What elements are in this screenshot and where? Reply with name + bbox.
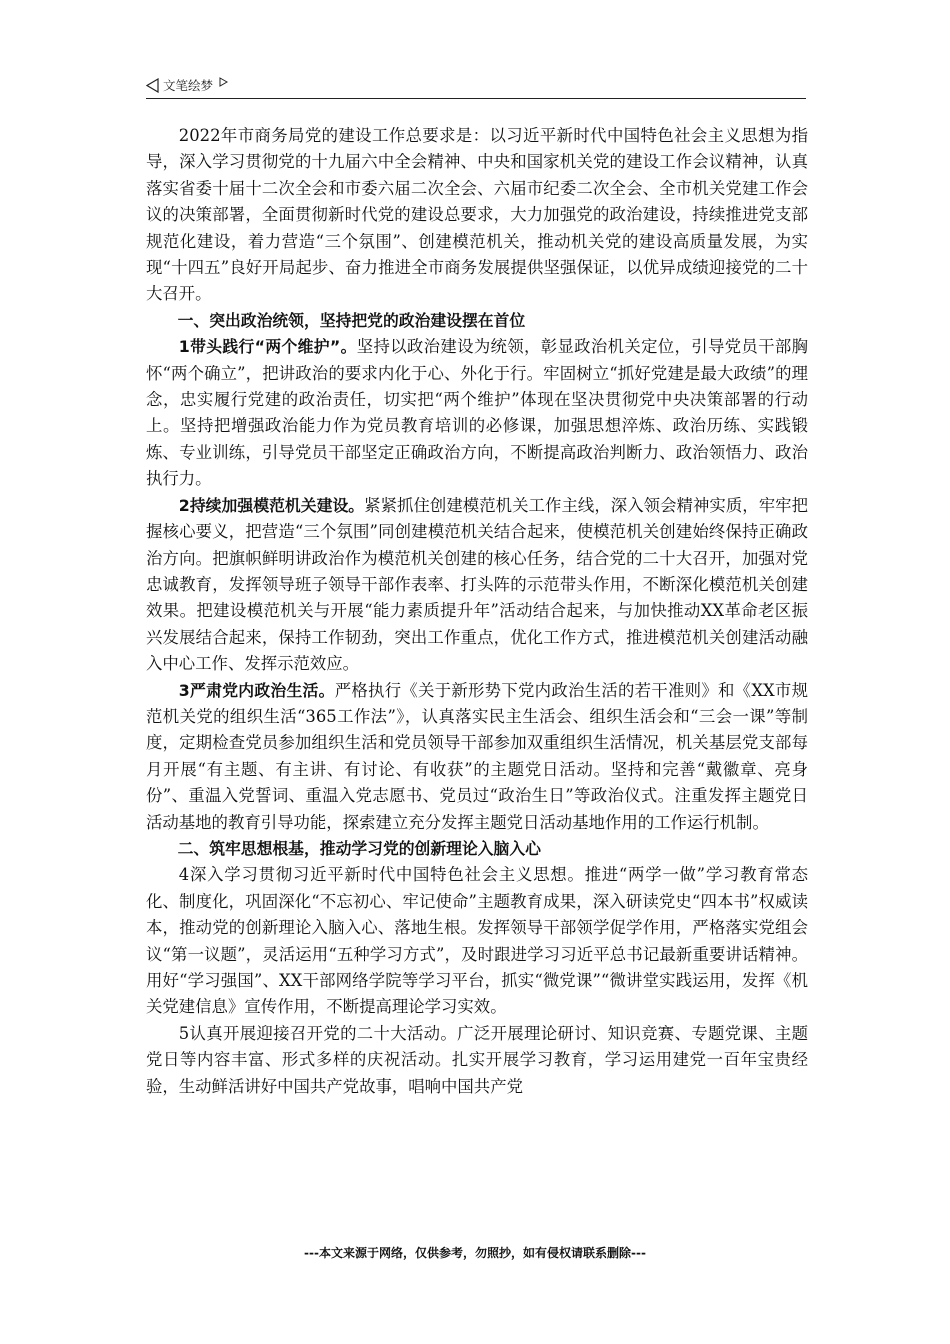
paragraph-1-text: 坚持以政治建设为统领，彰显政治机关定位，引导党员干部胸怀“两个确立”，把讲政治的要求内化于心、外化于行。牢固树立“抓好党建是最大政绩”的理念，忠实履行党建的政治责任，切实把“两个维护”体现在坚决贯彻党中央决策部署的行动上。坚持把增强政治能力作为党员教育培训的必修课，加强思想淬炼、政治历练、实践锻炼、专业训练，引导党员干部坚定正确政治方向，不断提高政治判断力、政治领悟力、政治执行力。	[146, 337, 808, 489]
section-heading-2: 二、筑牢思想根基，推动学习党的创新理论入脑入心	[177, 838, 541, 858]
paragraph-5: 5认真开展迎接召开党的二十大活动。广泛开展理论研讨、知识竞赛、专题党课、主题党日等内容丰富、形式多样的庆祝活动。扎实开展学习教育，学习运用建党一百年宝贵经验，生动鲜活讲好中国共产党故事，唱响中国共产党	[146, 1023, 808, 1096]
brand	[146, 76, 228, 94]
paragraph-3-lead: 3严肃党内政治生活。	[178, 680, 335, 700]
paragraph-1-lead: 1带头践行“两个维护”。	[178, 337, 357, 357]
paragraph-1	[146, 334, 808, 492]
page-header	[146, 74, 806, 99]
paragraph-3	[146, 678, 808, 836]
triangle-right-icon	[219, 77, 228, 87]
document-body	[146, 123, 808, 1100]
brand-text: 文笔绘梦	[163, 78, 214, 93]
triangle-left-icon	[146, 78, 159, 93]
paragraph-4: 4深入学习贯彻习近平新时代中国特色社会主义思想。推进“两学一做”学习教育常态化、制度化，巩固深化“不忘初心、牢记使命”主题教育成果，深入研读党史“四本书”权威读本，推动党的创新理论入脑入心、落地生根。发挥领导干部领学促学作用，严格落实党组会议“第一议题”，灵活运用“五种学习方式”，及时跟进学习习近平总书记最新重要讲话精神。用好“学习强国”、XX干部网络学院等学习平台，抓实“微党课”“微讲堂实践运用，发挥《机关党建信息》宣传作用，不断提高理论学习实效。	[146, 865, 808, 1017]
paragraph-2-lead: 2持续加强模范机关建设。	[178, 495, 365, 515]
section-heading-1: 一、突出政治统领，坚持把党的政治建设摆在首位	[177, 310, 526, 330]
paragraph-2-text: 紧紧抓住创建模范机关工作主线，深入领会精神实质，牢牢把握核心要义，把营造“三个氛围”同创建模范机关结合起来，使模范机关创建始终保持正确政治方向。把旗帜鲜明讲政治作为模范机关创建的核心任务，结合党的二十大召开，加强对党忠诚教育，发挥领导班子领导干部作表率、打头阵的示范带头作用，不断深化模范机关创建效果。把建设模范机关与开展“能力素质提升年”活动结合起来，与加快推动XX革命老区振兴发展结合起来，保持工作韧劲，突出工作重点，优化工作方式，推进模范机关创建活动融入中心工作、发挥示范效应。	[146, 495, 808, 674]
paragraph-3-text: 严格执行《关于新形势下党内政治生活的若干准则》和《XX市规范机关党的组织生活“365工作法”》，认真落实民主生活会、组织生活会和“三会一课”等制度，定期检查党员参加组织生活和党员领导干部参加双重组织生活情况，机关基层党支部每月开展“有主题、有主讲、有讨论、有收获”的主题党日活动。坚持和完善“戴徽章、亮身份”、重温入党誓词、重温入党志愿书、党员过“政治生日”等政治仪式。注重发挥主题党日活动基地的教育引导功能，探索建立充分发挥主题党日活动基地作用的工作运行机制。	[146, 680, 808, 832]
intro-paragraph: 2022年市商务局党的建设工作总要求是：以习近平新时代中国特色社会主义思想为指导，深入学习贯彻党的十九届六中全会精神、中央和国家机关党的建设工作会议精神，认真落实省委十届十二次全会和市委六届二次全会、六届市纪委二次全会、全市机关党建工作会议的决策部署，全面贯彻新时代党的建设总要求，大力加强党的政治建设，持续推进党支部规范化建设，着力营造“三个氛围”、创建模范机关，推动机关党的建设高质量发展，为实现“十四五”良好开局起步、奋力推进全市商务发展提供坚强保证，以优异成绩迎接党的二十大召开。	[146, 126, 808, 304]
paragraph-2	[146, 493, 808, 678]
footer-disclaimer: ---本文来源于网络，仅供参考，勿照抄，如有侵权请联系删除---	[304, 1246, 646, 1260]
